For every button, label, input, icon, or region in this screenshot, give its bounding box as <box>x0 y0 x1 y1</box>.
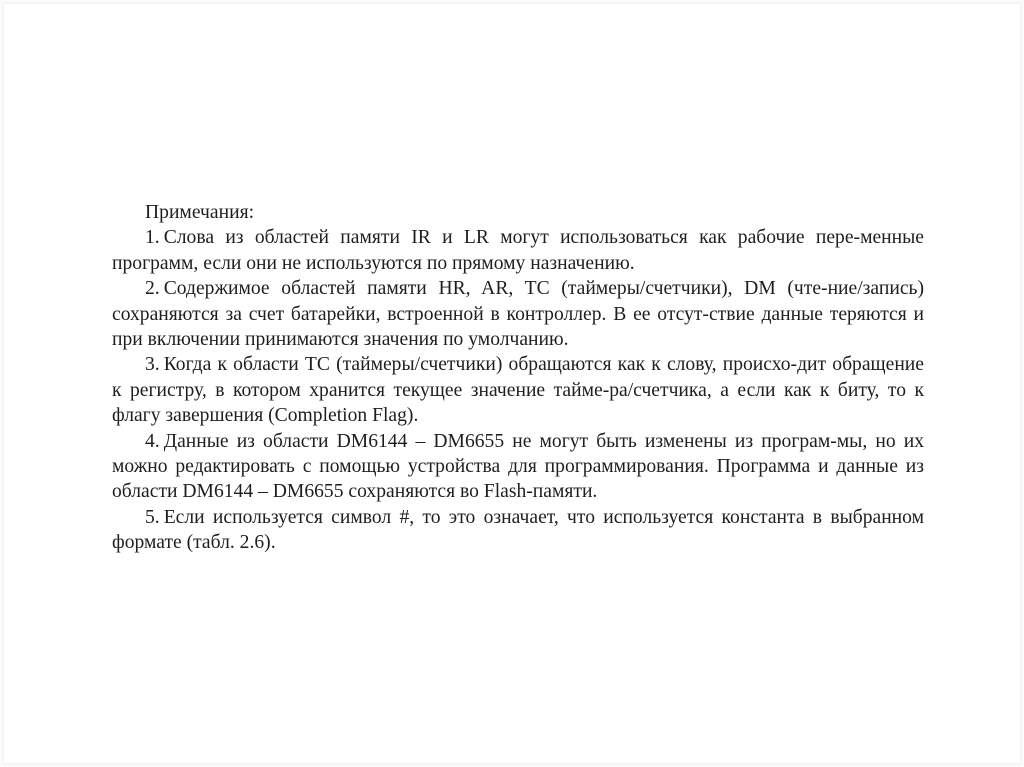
note-number: 1. <box>145 227 160 249</box>
note-item <box>112 429 924 505</box>
note-item <box>112 352 924 428</box>
notes-section <box>112 200 924 556</box>
note-text: Слова из областей памяти IR и LR могут использоваться как рабочие пере-менные программ, если они не используются по прямому назначению. <box>112 227 924 274</box>
note-text: Когда к области ТС (таймеры/счетчики) обращаются как к слову, происхо-дит обращение к регистру, в котором хранится текущее значение тайме-ра/счетчика, а если как к биту, то к флагу завершения (Completion Flag). <box>112 354 924 427</box>
document-page <box>4 4 1020 763</box>
note-number: 4. <box>145 430 160 452</box>
notes-heading: Примечания: <box>145 202 255 223</box>
note-item <box>112 276 924 352</box>
note-number: 2. <box>145 278 160 300</box>
note-text: Если используется символ #, то это означает, что используется константа в выбранном формате (табл. 2.6). <box>112 506 924 554</box>
note-item <box>112 225 924 276</box>
note-text: Содержимое областей памяти HR, AR, TC (таймеры/счетчики), DM (чте-ние/запись) сохраняются за счет батарейки, встроенной в контроллер. В ее отсут-ствие данные теряются и при включении принимаются значения по умолчанию. <box>112 278 924 351</box>
note-text: Данные из области DM6144 – DM6655 не могут быть изменены из програм-мы, но их можно редактировать с помощью устройства для программирования. Программа и данные из области DM6144 – DM6655 сохраняются во Flash-памяти. <box>112 430 924 503</box>
note-number: 3. <box>145 354 160 376</box>
note-number: 5. <box>145 506 160 528</box>
note-item <box>112 505 924 556</box>
